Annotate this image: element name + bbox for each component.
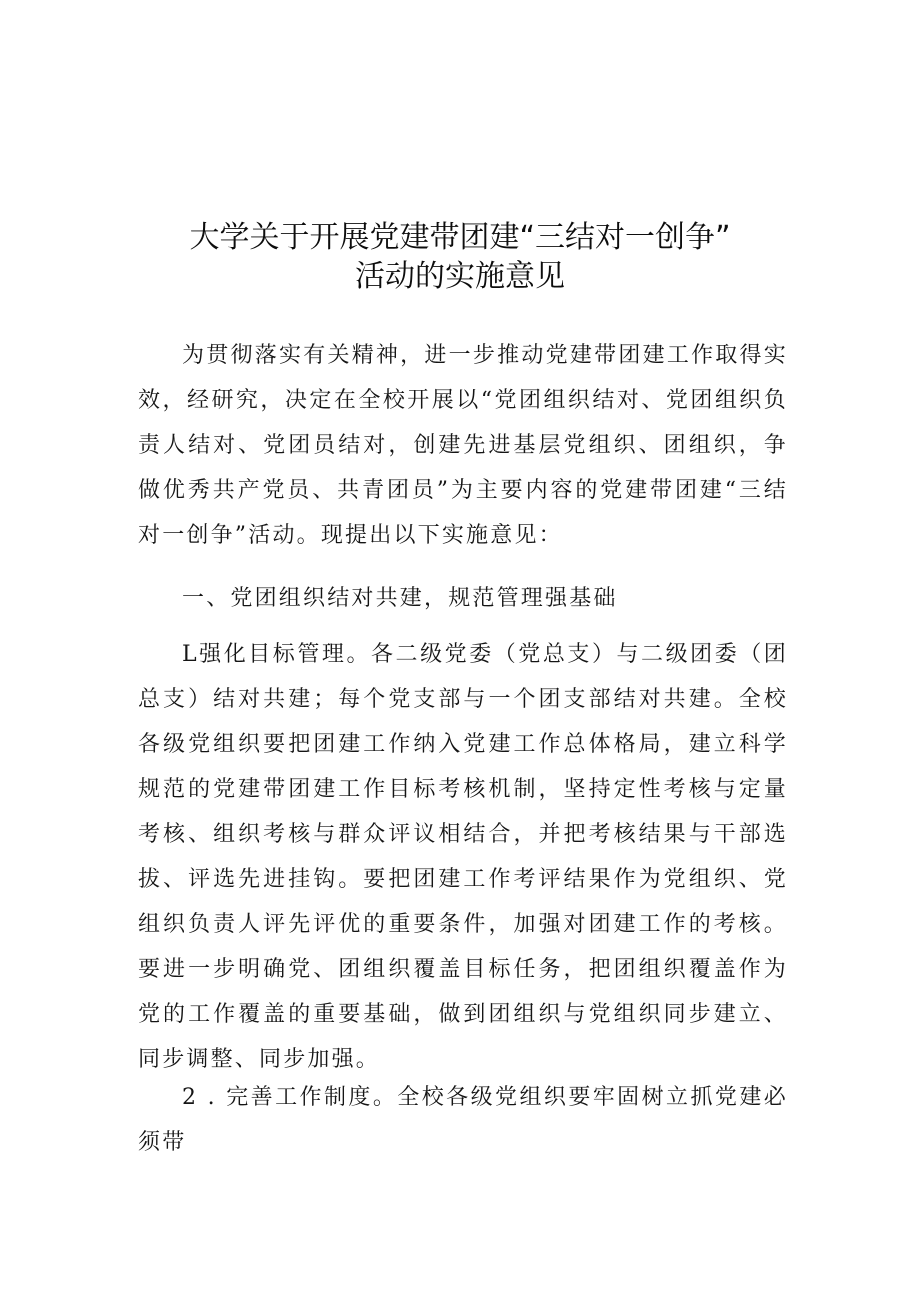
paragraph-item-1: L强化目标管理。各二级党委（党总支）与二级团委（团总支）结对共建；每个党支部与一个团支部结对共建。全校各级党组织要把团建工作纳入党建工作总体格局，建立科学规范的党建带团建工作目标考核机制，坚持定性考核与定量考核、组织考核与群众评议相结合，并把考核结果与干部选拔、评选先进挂钩。要把团建工作考评结果作为党组织、党组织负责人评先评优的重要条件，加强对团建工作的考核。要进一步明确党、团组织覆盖目标任务，把团组织覆盖作为党的工作覆盖的重要基础，做到团组织与党组织同步建立、同步调整、同步加强。 xyxy=(138,642,788,1072)
section-heading-1: 一、党团组织结对共建，规范管理强基础 xyxy=(182,586,618,611)
document-title-line-2: 活动的实施意见 xyxy=(355,259,565,294)
intro-paragraph: 为贯彻落实有关精神，进一步推动党建带团建工作取得实效，经研究，决定在全校开展以“党团组织结对、党团组织负责人结对、党团员结对，创建先进基层党组织、团组织，争做优秀共产党员、共青团员”为主要内容的党建带团建“三结对一创争”活动。现提出以下实施意见： xyxy=(138,343,788,548)
document-title-line-1: 大学关于开展党建带团建“三结对一创争” xyxy=(189,220,731,255)
paragraph-item-2: 2 . 完善工作制度。全校各级党组织要牢固树立抓党建必须带 xyxy=(138,1085,788,1155)
